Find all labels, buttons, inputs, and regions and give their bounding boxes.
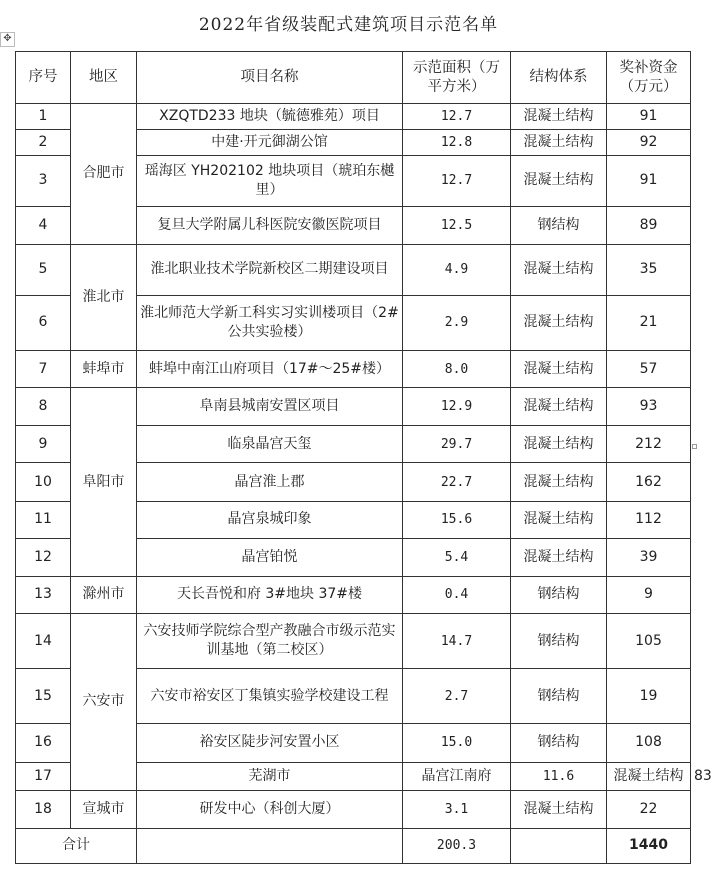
row-area: 14.7 [403, 614, 511, 669]
row-structure: 混凝土结构 [511, 790, 607, 828]
row-structure: 混凝土结构 [511, 295, 607, 350]
row-no: 1 [16, 104, 71, 130]
row-no: 5 [16, 244, 71, 295]
row-structure: 混凝土结构 [511, 426, 607, 463]
row-structure: 钢结构 [511, 576, 607, 613]
row-area: 2.7 [403, 669, 511, 724]
row-area: 12.7 [403, 156, 511, 206]
row-structure: 混凝土结构 [511, 351, 607, 388]
row-area: 5.4 [403, 538, 511, 576]
row-subsidy: 91 [607, 156, 691, 206]
row-project: 晶宫淮上郡 [137, 463, 403, 501]
row-subsidy: 93 [607, 388, 691, 426]
row-no: 16 [16, 724, 71, 762]
row-no: 8 [16, 388, 71, 426]
table-row [16, 104, 691, 130]
row-project: 晶宫铂悦 [137, 538, 403, 576]
row-area: 8.0 [403, 351, 511, 388]
row-area: 2.9 [403, 295, 511, 350]
row-project: 阜南县城南安置区项目 [137, 388, 403, 426]
table-row [16, 576, 691, 613]
row-no: 6 [16, 295, 71, 350]
row-area: 11.6 [511, 762, 607, 790]
row-no: 2 [16, 130, 71, 156]
row-area: 15.0 [403, 724, 511, 762]
table-row: 17 芜湖市 晶宫江南府 11.6 混凝土结构 83 [16, 762, 691, 790]
row-project: XZQTD233 地块（毓德雅苑）项目 [137, 104, 403, 130]
row-project: 淮北职业技术学院新校区二期建设项目 [137, 244, 403, 295]
row-project: 晶宫江南府 [403, 762, 511, 790]
total-empty [137, 828, 403, 863]
row-area: 12.9 [403, 388, 511, 426]
project-table [15, 51, 712, 864]
header-no: 序号 [16, 52, 71, 104]
row-area: 0.4 [403, 576, 511, 613]
resize-handle[interactable] [692, 444, 697, 449]
row-project: 研发中心（科创大厦） [137, 790, 403, 828]
row-no: 9 [16, 426, 71, 463]
row-no: 18 [16, 790, 71, 828]
row-subsidy: 112 [607, 501, 691, 538]
row-subsidy: 212 [607, 426, 691, 463]
row-subsidy: 162 [607, 463, 691, 501]
table-row [16, 244, 691, 295]
row-project: 裕安区陡步河安置小区 [137, 724, 403, 762]
row-subsidy: 9 [607, 576, 691, 613]
row-project: 淮北师范大学新工科实习实训楼项目（2#公共实验楼） [137, 295, 403, 350]
region-cell: 阜阳市 [71, 388, 137, 577]
region-cell: 合肥市 [71, 104, 137, 245]
header-area: 示范面积（万平方米） [403, 52, 511, 104]
total-subsidy: 1440 [607, 828, 691, 863]
total-label: 合计 [16, 828, 137, 863]
row-area: 4.9 [403, 244, 511, 295]
total-empty-structure [511, 828, 607, 863]
row-area: 12.7 [403, 104, 511, 130]
row-project: 蚌埠中南江山府项目（17#～25#楼） [137, 351, 403, 388]
row-subsidy: 92 [607, 130, 691, 156]
row-area: 3.1 [403, 790, 511, 828]
header-structure: 结构体系 [511, 52, 607, 104]
row-no: 14 [16, 614, 71, 669]
row-subsidy: 39 [607, 538, 691, 576]
table-row [16, 790, 691, 828]
row-project: 瑶海区 YH202102 地块项目（琥珀东樾里） [137, 156, 403, 206]
row-structure: 钢结构 [511, 206, 607, 244]
region-cell: 蚌埠市 [71, 351, 137, 388]
row-subsidy: 105 [607, 614, 691, 669]
row-project: 晶宫泉城印象 [137, 501, 403, 538]
row-no: 4 [16, 206, 71, 244]
row-no: 17 [16, 762, 71, 790]
table-row [16, 614, 691, 669]
header-subsidy: 奖补资金（万元） [607, 52, 691, 104]
row-no: 13 [16, 576, 71, 613]
row-subsidy: 91 [607, 104, 691, 130]
header-project: 项目名称 [137, 52, 403, 104]
row-project: 复旦大学附属儿科医院安徽医院项目 [137, 206, 403, 244]
row-no: 12 [16, 538, 71, 576]
total-row [16, 828, 691, 863]
row-structure: 钢结构 [511, 669, 607, 724]
row-structure: 混凝土结构 [511, 501, 607, 538]
row-structure: 混凝土结构 [511, 388, 607, 426]
row-subsidy: 35 [607, 244, 691, 295]
row-no: 7 [16, 351, 71, 388]
table-row [16, 388, 691, 426]
row-structure: 混凝土结构 [511, 538, 607, 576]
region-cell: 六安市 [71, 614, 137, 791]
row-no: 3 [16, 156, 71, 206]
row-project: 临泉晶宫天玺 [137, 426, 403, 463]
page-title: 2022年省级装配式建筑项目示范名单 [198, 15, 499, 35]
row-structure: 混凝土结构 [511, 104, 607, 130]
move-handle-icon[interactable]: ✥ [0, 32, 15, 47]
row-area: 15.6 [403, 501, 511, 538]
row-no: 15 [16, 669, 71, 724]
region-cell: 淮北市 [71, 244, 137, 350]
row-subsidy: 57 [607, 351, 691, 388]
region-cell: 滁州市 [71, 576, 137, 613]
total-area: 200.3 [403, 828, 511, 863]
table-row [16, 351, 691, 388]
row-structure: 混凝土结构 [607, 762, 691, 790]
row-project: 中建·开元御湖公馆 [137, 130, 403, 156]
row-no: 10 [16, 463, 71, 501]
region-cell: 芜湖市 [137, 762, 403, 790]
row-subsidy: 19 [607, 669, 691, 724]
row-structure: 混凝土结构 [511, 130, 607, 156]
row-subsidy: 108 [607, 724, 691, 762]
row-subsidy: 89 [607, 206, 691, 244]
row-area: 12.5 [403, 206, 511, 244]
row-no: 11 [16, 501, 71, 538]
row-area: 22.7 [403, 463, 511, 501]
row-structure: 混凝土结构 [511, 244, 607, 295]
row-subsidy: 21 [607, 295, 691, 350]
row-structure: 钢结构 [511, 724, 607, 762]
header-row [16, 52, 691, 104]
row-structure: 混凝土结构 [511, 463, 607, 501]
row-structure: 钢结构 [511, 614, 607, 669]
row-project: 天长吾悦和府 3#地块 37#楼 [137, 576, 403, 613]
row-project: 六安技师学院综合型产教融合市级示范实训基地（第二校区） [137, 614, 403, 669]
row-area: 29.7 [403, 426, 511, 463]
row-structure: 混凝土结构 [511, 156, 607, 206]
region-cell: 宣城市 [71, 790, 137, 828]
row-project: 六安市裕安区丁集镇实验学校建设工程 [137, 669, 403, 724]
row-area: 12.8 [403, 130, 511, 156]
header-region: 地区 [71, 52, 137, 104]
row-subsidy: 22 [607, 790, 691, 828]
